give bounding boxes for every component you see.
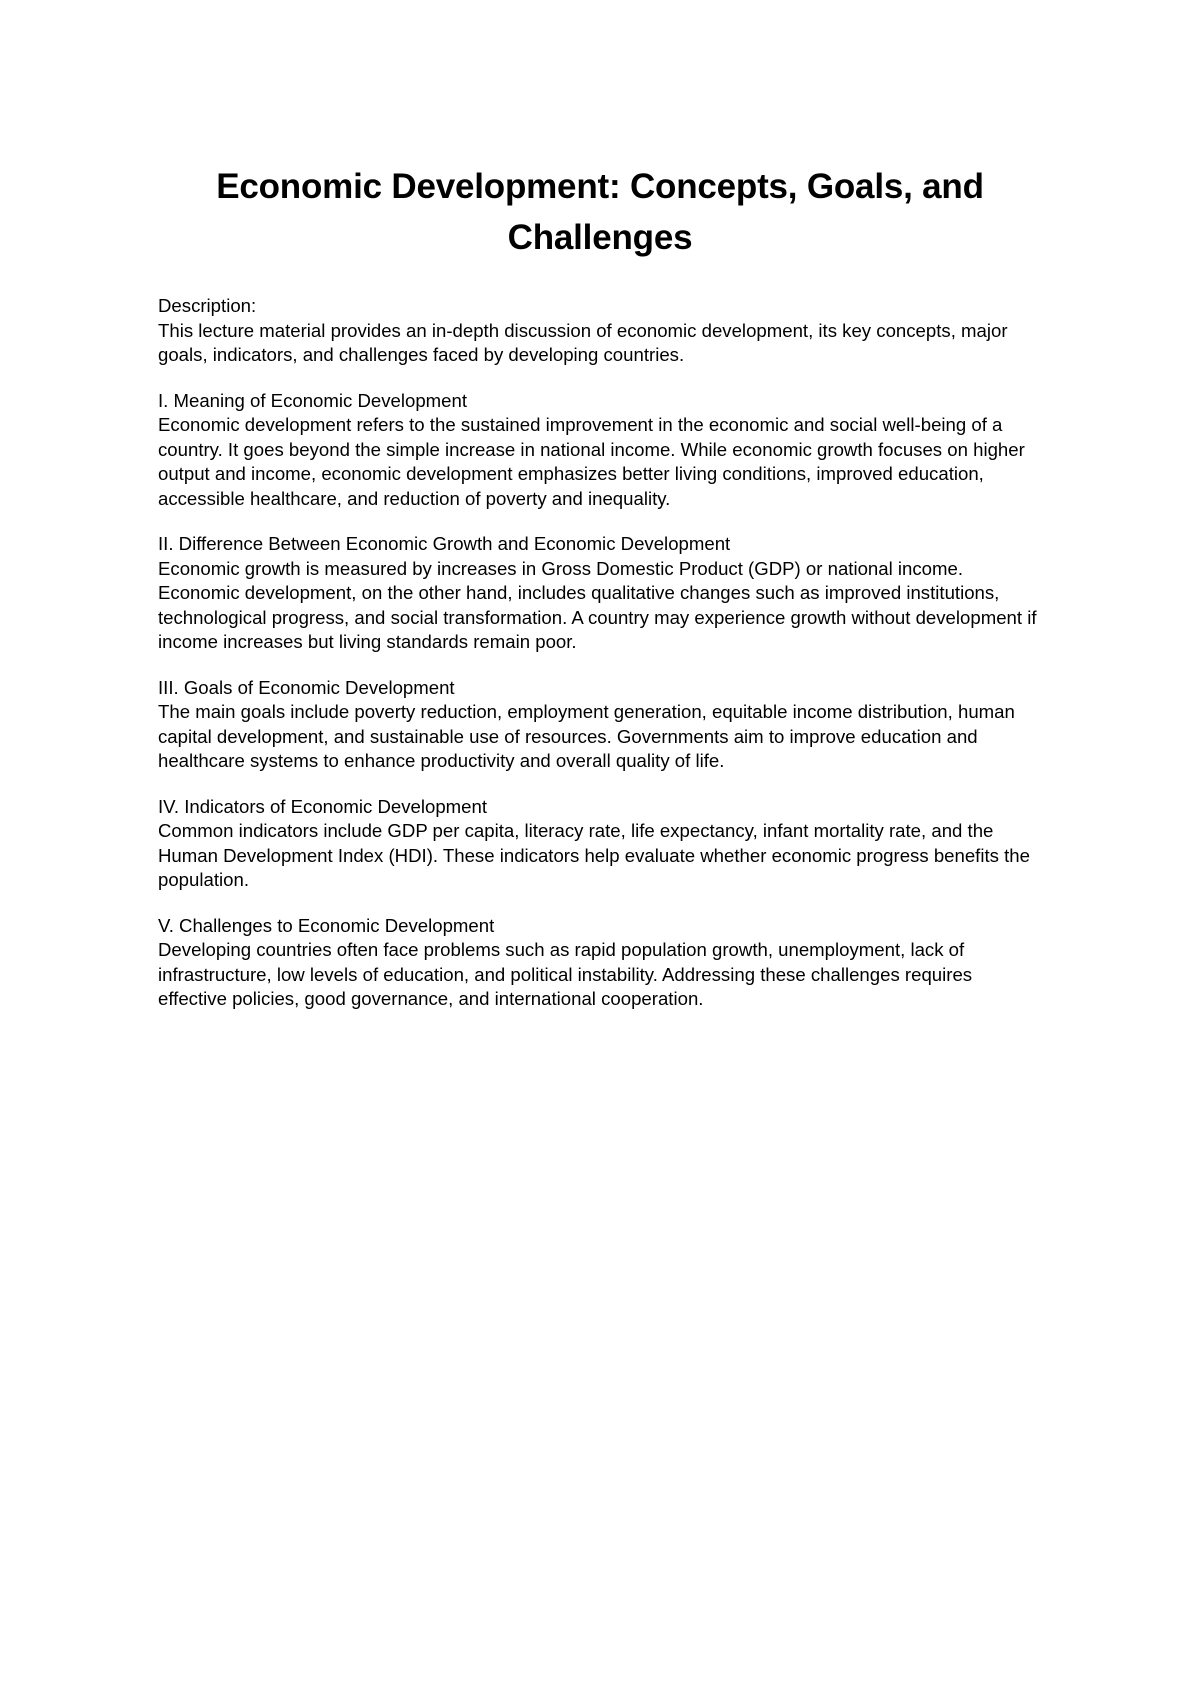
description-block — [158, 294, 1042, 368]
section-body: Developing countries often face problems such as rapid population growth, unemployment, lack of infrastructure, low levels of education, and political instability. Addressing these challenges requires effective policies, good governance, and international cooperation. — [158, 939, 973, 1009]
section-challenges — [158, 914, 1042, 1012]
section-goals — [158, 676, 1042, 774]
description-label: Description: — [158, 295, 257, 316]
section-meaning — [158, 389, 1042, 512]
section-heading: I. Meaning of Economic Development — [158, 389, 468, 411]
section-body: Common indicators include GDP per capita, literacy rate, life expectancy, infant mortality rate, and the Human Development Index (HDI). These indicators help evaluate whether economic progress benefits the population. — [158, 820, 1030, 890]
section-heading: IV. Indicators of Economic Development — [158, 795, 488, 817]
section-indicators — [158, 795, 1042, 893]
section-body: Economic development refers to the sustained improvement in the economic and social well-being of a country. It goes beyond the simple increase in national income. While economic growth focuses on higher output and income, economic development emphasizes better living conditions, improved education, accessible healthcare, and reduction of poverty and inequality. — [158, 414, 1025, 509]
section-heading: III. Goals of Economic Development — [158, 676, 455, 698]
section-heading: II. Difference Between Economic Growth and Economic Development — [158, 533, 731, 554]
section-heading: V. Challenges to Economic Development — [158, 914, 495, 936]
section-difference — [158, 532, 1042, 655]
section-body: Economic growth is measured by increases in Gross Domestic Product (GDP) or national income. Economic development, on the other hand, includes qualitative changes such as improved institutions, technological progress, and social transformation. A country may experience growth without development if income increases but living standards remain poor. — [158, 557, 1037, 652]
section-body: The main goals include poverty reduction, employment generation, equitable income distribution, human capital development, and sustainable use of resources. Governments aim to improve education and healthcare systems to enhance productivity and overall quality of life. — [158, 701, 1015, 771]
description-text: This lecture material provides an in-depth discussion of economic development, its key concepts, major goals, indicators, and challenges faced by developing countries. — [158, 319, 1008, 365]
document-title: Economic Development: Concepts, Goals, and Challenges — [216, 167, 984, 257]
